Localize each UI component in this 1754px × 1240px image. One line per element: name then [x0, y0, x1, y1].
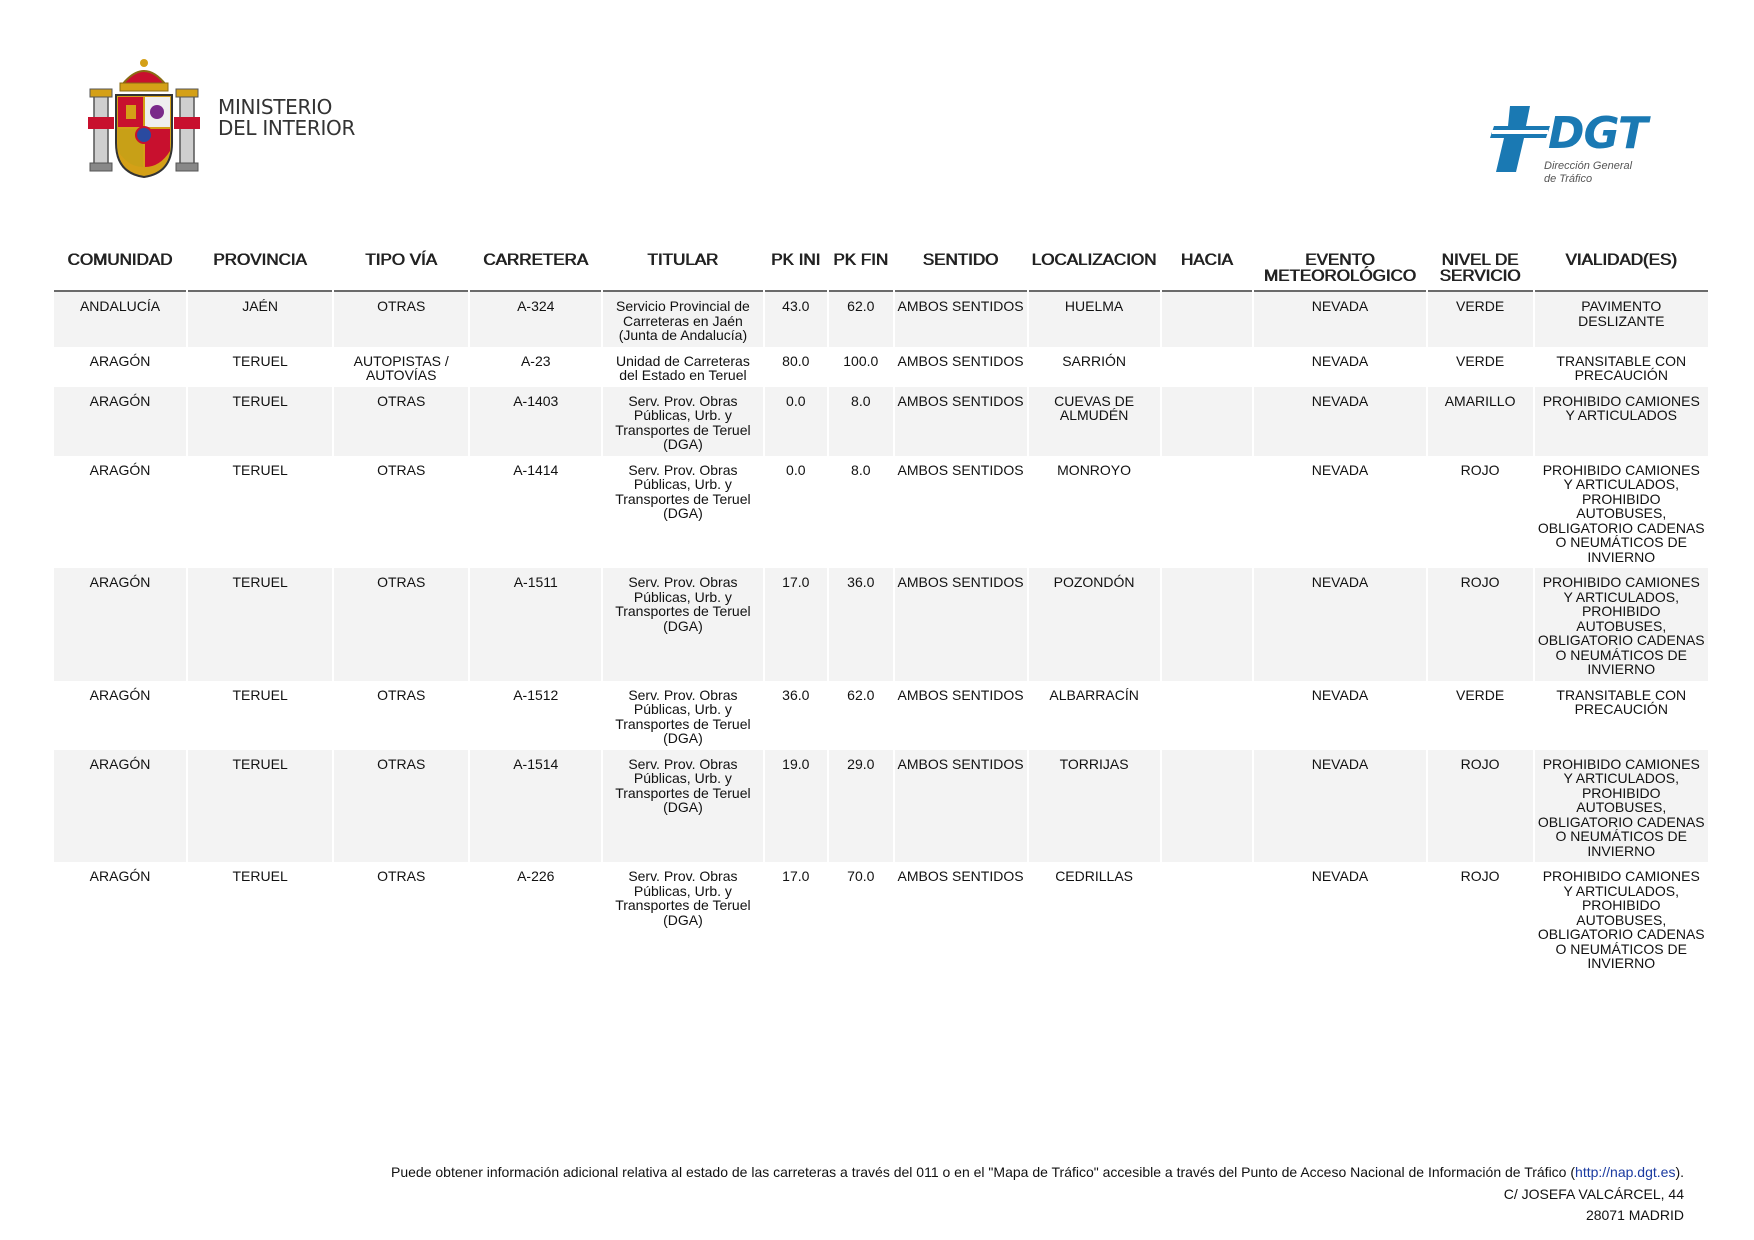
column-header-vialidades: VIALIDAD(ES) [1535, 248, 1708, 292]
ministry-line2: DEL INTERIOR [218, 116, 356, 140]
cell-sentido: AMBOS SENTIDOS [895, 750, 1027, 863]
cell-titular: Serv. Prov. Obras Públicas, Urb. y Transportes de Teruel (DGA) [603, 387, 762, 456]
cell-pk-fin: 62.0 [829, 292, 893, 347]
cell-sentido: AMBOS SENTIDOS [895, 292, 1027, 347]
nap-dgt-link[interactable]: http://nap.dgt.es [1575, 1164, 1676, 1180]
cell-nivel-de-servicio: AMARILLO [1428, 387, 1533, 456]
cell-localizacion: CUEVAS DE ALMUDÉN [1029, 387, 1160, 456]
cell-nivel-de-servicio: ROJO [1460, 868, 1500, 884]
cell-pk-ini: 80.0 [782, 352, 810, 369]
cell-provincia: TERUEL [188, 568, 332, 681]
cell-sentido: AMBOS SENTIDOS [895, 568, 1027, 681]
cell-nivel-de-servicio: VERDE [1455, 686, 1505, 703]
cell-localizacion: ALBARRACÍN [1049, 686, 1139, 703]
cell-tipo-via: OTRAS [377, 686, 426, 703]
table-header-row [54, 248, 1708, 292]
cell-pk-ini: 0.0 [786, 461, 806, 478]
cell-titular: Serv. Prov. Obras Públicas, Urb. y Transportes de Teruel (DGA) [615, 686, 751, 746]
cell-evento-meteorologico: NEVADA [1254, 568, 1425, 681]
cell-pk-fin: 62.0 [847, 686, 875, 703]
cell-carretera: A-324 [470, 292, 601, 347]
cell-pk-ini: 17.0 [765, 568, 827, 681]
cell-localizacion: POZONDÓN [1029, 568, 1160, 681]
cell-pk-fin: 29.0 [829, 750, 893, 863]
cell-pk-fin: 8.0 [829, 387, 893, 456]
cell-sentido: AMBOS SENTIDOS [897, 868, 1024, 884]
cell-provincia: JAÉN [188, 292, 332, 347]
footer-info-text: Puede obtener información adicional relativa al estado de las carreteras a través del 011 o en el "Mapa de Tráfico" accesible a través del Punto de Acceso Nacional de Información de Tráfico ( [391, 1164, 1576, 1180]
cell-sentido: AMBOS SENTIDOS [897, 686, 1024, 703]
column-header-pk-fin: PK FIN [829, 248, 893, 292]
cell-localizacion: MONROYO [1057, 461, 1132, 478]
cell-titular: Servicio Provincial de Carreteras en Jaén (Junta de Andalucía) [603, 292, 762, 347]
table-body [54, 292, 1708, 975]
cell-comunidad: ARAGÓN [54, 750, 186, 863]
cell-carretera: A-226 [517, 868, 555, 884]
cell-hacia [1162, 568, 1253, 681]
cell-nivel-de-servicio: ROJO [1428, 750, 1533, 863]
cell-hacia [1162, 862, 1253, 975]
dgt-logo [1488, 104, 1658, 196]
cell-pk-fin: 36.0 [829, 568, 893, 681]
ministry-line1: MINISTERIO [218, 95, 333, 119]
dgt-sub-line2: de Tráfico [1544, 173, 1593, 185]
column-header-provincia: PROVINCIA [188, 248, 332, 292]
cell-nivel-de-servicio: VERDE [1428, 292, 1533, 347]
column-header-tipo-via: TIPO VÍA [334, 248, 468, 292]
cell-provincia: TERUEL [232, 352, 288, 369]
cell-nivel-de-servicio: VERDE [1455, 352, 1505, 369]
cell-carretera: A-1512 [513, 686, 559, 703]
cell-comunidad: ARAGÓN [89, 352, 151, 369]
cell-vialidades: TRANSITABLE CON PRECAUCIÓN [1556, 686, 1687, 717]
cell-hacia [1162, 681, 1253, 750]
cell-pk-ini: 43.0 [765, 292, 827, 347]
cell-provincia: TERUEL [232, 868, 288, 884]
cell-tipo-via: OTRAS [334, 750, 468, 863]
cell-evento-meteorologico: NEVADA [1254, 750, 1425, 863]
cell-carretera: A-1514 [470, 750, 601, 863]
cell-tipo-via: OTRAS [334, 387, 468, 456]
cell-tipo-via: OTRAS [377, 461, 426, 478]
cell-vialidades: PROHIBIDO CAMIONES Y ARTICULADOS, PROHIBIDO AUTOBUSES, OBLIGATORIO CADENAS O NEUMÁTICOS DE INVIERNO [1537, 868, 1705, 971]
cell-tipo-via: OTRAS [377, 868, 426, 884]
spanish-coat-of-arms-icon [88, 55, 200, 180]
ministry-name [218, 97, 355, 139]
cell-sentido: AMBOS SENTIDOS [897, 352, 1024, 369]
cell-provincia: TERUEL [232, 686, 288, 703]
cell-hacia [1162, 750, 1253, 863]
cell-evento-meteorologico: NEVADA [1311, 352, 1369, 369]
cell-pk-fin: 70.0 [847, 868, 875, 884]
cell-tipo-via: OTRAS [334, 292, 468, 347]
cell-titular: Serv. Prov. Obras Públicas, Urb. y Transportes de Teruel (DGA) [615, 868, 751, 928]
dgt-wordmark: DGT [1548, 108, 1647, 159]
column-header-comunidad: COMUNIDAD [54, 248, 186, 292]
cell-provincia: TERUEL [232, 461, 288, 478]
cell-hacia [1162, 292, 1253, 347]
cell-comunidad: ARAGÓN [89, 868, 151, 884]
dgt-sub-line1: Dirección General [1544, 160, 1633, 172]
footer-address-line2: 28071 MADRID [1585, 1207, 1684, 1223]
cell-pk-fin: 100.0 [843, 352, 879, 369]
cell-tipo-via: AUTOPISTAS / AUTOVÍAS [353, 352, 449, 383]
column-header-titular: TITULAR [603, 248, 762, 292]
table-row [54, 387, 1708, 456]
column-header-hacia: HACIA [1162, 248, 1253, 292]
cell-evento-meteorologico: NEVADA [1311, 686, 1369, 703]
cell-evento-meteorologico: NEVADA [1311, 868, 1369, 884]
cell-hacia [1162, 387, 1253, 456]
footer-info [391, 1164, 1684, 1180]
cell-comunidad: ARAGÓN [89, 686, 151, 703]
cell-comunidad: ARAGÓN [89, 461, 151, 478]
column-header-nivel-de-servicio: NIVEL DE SERVICIO [1428, 248, 1533, 292]
cell-vialidades: TRANSITABLE CON PRECAUCIÓN [1556, 352, 1687, 383]
cell-vialidades: PROHIBIDO CAMIONES Y ARTICULADOS, PROHIBIDO AUTOBUSES, OBLIGATORIO CADENAS O NEUMÁTICOS DE INVIERNO [1535, 750, 1708, 863]
cell-carretera: A-1414 [513, 461, 559, 478]
cell-pk-ini: 19.0 [765, 750, 827, 863]
cell-pk-ini: 17.0 [782, 868, 810, 884]
cell-hacia [1162, 347, 1253, 387]
column-header-pk-ini: PK INI [765, 248, 827, 292]
cell-provincia: TERUEL [188, 750, 332, 863]
cell-pk-ini: 36.0 [782, 686, 810, 703]
footer-address-line1: C/ JOSEFA VALCÁRCEL, 44 [1503, 1186, 1684, 1202]
table-row [54, 456, 1708, 569]
cell-comunidad: ARAGÓN [54, 387, 186, 456]
table-row [54, 347, 1708, 387]
cell-sentido: AMBOS SENTIDOS [897, 461, 1024, 478]
cell-titular: Serv. Prov. Obras Públicas, Urb. y Transportes de Teruel (DGA) [603, 568, 762, 681]
cell-pk-fin: 8.0 [851, 461, 871, 478]
cell-vialidades: PROHIBIDO CAMIONES Y ARTICULADOS [1535, 387, 1708, 456]
cell-evento-meteorologico: NEVADA [1311, 461, 1369, 478]
cell-evento-meteorologico: NEVADA [1254, 292, 1425, 347]
cell-provincia: TERUEL [188, 387, 332, 456]
cell-titular: Unidad de Carreteras del Estado en Teruel [615, 352, 750, 383]
cell-localizacion: SARRIÓN [1062, 352, 1126, 369]
table-row [54, 568, 1708, 681]
footer-info-end: ). [1675, 1164, 1684, 1180]
cell-vialidades: PAVIMENTO DESLIZANTE [1535, 292, 1708, 347]
road-status-table [52, 248, 1710, 975]
cell-comunidad: ARAGÓN [54, 568, 186, 681]
cell-sentido: AMBOS SENTIDOS [895, 387, 1027, 456]
cell-localizacion: TORRIJAS [1029, 750, 1160, 863]
column-header-sentido: SENTIDO [895, 248, 1027, 292]
table-row [54, 292, 1708, 347]
cell-tipo-via: OTRAS [334, 568, 468, 681]
cell-pk-ini: 0.0 [765, 387, 827, 456]
cell-carretera: A-1403 [470, 387, 601, 456]
column-header-localizacion: LOCALIZACION [1029, 248, 1160, 292]
cell-carretera: A-23 [520, 352, 551, 369]
cell-hacia [1162, 456, 1253, 569]
cell-titular: Serv. Prov. Obras Públicas, Urb. y Transportes de Teruel (DGA) [603, 750, 762, 863]
table-row [54, 681, 1708, 750]
cell-localizacion: HUELMA [1029, 292, 1160, 347]
cell-vialidades: PROHIBIDO CAMIONES Y ARTICULADOS, PROHIBIDO AUTOBUSES, OBLIGATORIO CADENAS O NEUMÁTICOS DE INVIERNO [1535, 568, 1708, 681]
cell-localizacion: CEDRILLAS [1055, 868, 1133, 884]
table-row [54, 862, 1708, 975]
cell-evento-meteorologico: NEVADA [1254, 387, 1425, 456]
cell-nivel-de-servicio: ROJO [1460, 461, 1500, 478]
column-header-evento-meteorologico: EVENTO METEOROLÓGICO [1254, 248, 1425, 292]
dgt-subtitle [1544, 160, 1632, 186]
ministerio-logo [88, 55, 368, 185]
cell-vialidades: PROHIBIDO CAMIONES Y ARTICULADOS, PROHIBIDO AUTOBUSES, OBLIGATORIO CADENAS O NEUMÁTICOS DE INVIERNO [1537, 461, 1705, 565]
cell-titular: Serv. Prov. Obras Públicas, Urb. y Transportes de Teruel (DGA) [615, 461, 751, 521]
cell-nivel-de-servicio: ROJO [1428, 568, 1533, 681]
cell-comunidad: ANDALUCÍA [54, 292, 186, 347]
cell-carretera: A-1511 [470, 568, 601, 681]
column-header-carretera: CARRETERA [470, 248, 601, 292]
table-row [54, 750, 1708, 863]
